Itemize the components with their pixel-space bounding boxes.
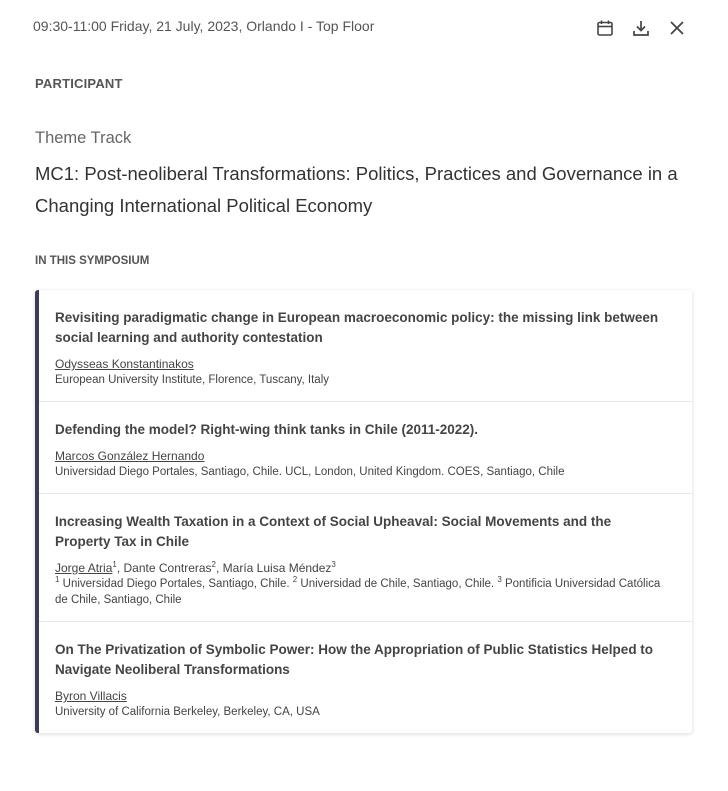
coauthor-name: Dante Contreras: [123, 561, 212, 575]
download-icon[interactable]: [630, 17, 652, 39]
symposium-label: IN THIS SYMPOSIUM: [35, 255, 150, 267]
paper-title[interactable]: Defending the model? Right-wing think tanks in Chile (2011-2022).: [55, 422, 479, 437]
author-link[interactable]: Marcos González Hernando: [55, 449, 205, 463]
affiliation-text: Universidad Diego Portales, Santiago, Chile.: [59, 578, 293, 590]
affiliation-text: Universidad de Chile, Santiago, Chile.: [297, 578, 498, 590]
paper-authors: [55, 688, 666, 704]
author-link[interactable]: Odysseas Konstantinakos: [55, 357, 194, 371]
header-actions: [594, 17, 688, 39]
author-separator: ,: [116, 561, 124, 575]
paper-title[interactable]: Revisiting paradigmatic change in European macroeconomic policy: the missing link between social learning and authority contestation: [55, 310, 659, 345]
paper-item: [39, 402, 692, 494]
session-info: 09:30-11:00 Friday, 21 July, 2023, Orlando I - Top Floor: [33, 18, 375, 34]
author-superscript: 1: [112, 560, 117, 569]
paper-title[interactable]: On The Privatization of Symbolic Power: How the Appropriation of Public Statistics Helped to Navigate Neoliberal Transformations: [55, 642, 654, 677]
author-superscript: 3: [331, 560, 336, 569]
paper-item: [39, 622, 692, 733]
paper-affiliation: Universidad Diego Portales, Santiago, Chile. UCL, London, United Kingdom. COES, Santiago, Chile: [55, 466, 565, 478]
paper-authors: [55, 560, 666, 576]
track-label: Theme Track: [35, 129, 132, 147]
affiliation-superscript: 2: [292, 575, 298, 585]
paper-affiliation: University of California Berkeley, Berkeley, CA, USA: [55, 706, 320, 718]
paper-authors: [55, 356, 666, 372]
author-link[interactable]: Byron Villacis: [55, 689, 127, 703]
symposium-list: [35, 290, 692, 733]
author-superscript: 2: [211, 560, 216, 569]
author-separator: ,: [216, 561, 223, 575]
paper-affiliation: European University Institute, Florence, Tuscany, Italy: [55, 374, 329, 386]
affiliation-superscript: 1: [55, 575, 60, 585]
author-link[interactable]: Jorge Atria: [55, 561, 113, 575]
paper-title[interactable]: Increasing Wealth Taxation in a Context of Social Upheaval: Social Movements and the Property Tax in Chile: [55, 514, 612, 549]
affiliation-superscript: 3: [497, 575, 502, 585]
paper-item: [39, 494, 692, 622]
paper-authors: [55, 448, 666, 464]
paper-item: [39, 290, 692, 402]
affiliation-text: Pontificia Universidad Católica de Chile, Santiago, Chile: [55, 578, 661, 606]
coauthor-name: María Luisa Méndez: [222, 561, 332, 575]
section-label: PARTICIPANT: [35, 76, 123, 91]
calendar-icon[interactable]: [594, 17, 616, 39]
track-title: MC1: Post-neoliberal Transformations: Politics, Practices and Governance in a Changing International Political Economy: [35, 163, 678, 216]
paper-affiliation: [55, 576, 666, 608]
close-icon[interactable]: [666, 17, 688, 39]
